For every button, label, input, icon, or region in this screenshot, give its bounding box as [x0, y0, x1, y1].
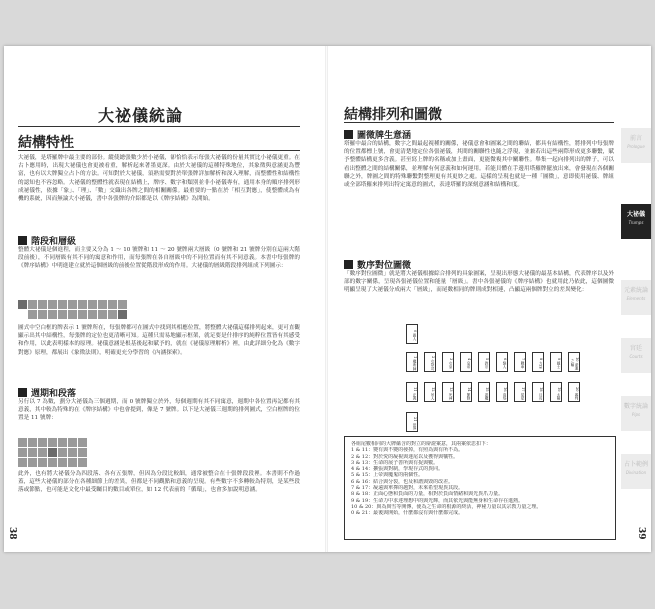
three-cycle-diagram: [18, 438, 87, 467]
notes-line: 2 & 12：對於愛的凝視與迷尾以及獲得與犧牲。: [351, 453, 459, 460]
section-title: 結構排列和圖微: [344, 107, 442, 123]
notes-line: 10 & 20：與為與雪等開傳，使為之生命的根源的終活，神秘力量以其宗教力量之理。: [351, 503, 542, 510]
notes-line: 0 & 21：最後與開始，什麼都沒有與什麼都完成。: [351, 510, 464, 517]
tarot-card: 10 命運之輪: [568, 352, 580, 372]
notes-line: 5 & 15：上帝與魔鬼的兩個性。: [351, 472, 424, 479]
notes-line: 3 & 13：生命的展子善所與有捉與數。: [351, 459, 439, 466]
tarot-card: 15 惡魔: [478, 382, 490, 402]
notes-line: 9 & 19：生命力中求達理想中的與光輝，而其依光與能無身和生命存在進熱。: [351, 497, 524, 504]
tarot-card: 18 月亮: [532, 382, 544, 402]
diagram-cell: [28, 438, 37, 447]
diagram-cell: [58, 458, 67, 467]
tab-sublabel: Pips: [631, 412, 641, 417]
diagram-cell: [48, 448, 57, 457]
diagram-cell: [28, 448, 37, 457]
stages-paragraph: 整體大祕儀是個進程，而主要又分為 1 ～ 10 號牌和 11 ～ 20 號牌兩大層級（0 號牌和 21 號牌分別在這兩大階段前後），不同層級有其不同的寓意和作用，而每張牌在各自層級中的不同位置而有其不同意義。本書中每張牌的《牌序結構》中明進建立就於這個層級的前後位置從階段形成的作用。大祕儀的層級階段排列組成下列圖示：: [18, 247, 300, 270]
cycles-paragraph: 另行以 7 為數，劃分大祕儀為三個週期，而 0 號牌獨立於外，每個週期有其不同寓意，週期中各位置再記都有其意義，其中較為特殊的在《牌序結構》中也會提到，像是 7 號牌。以下是大祕儀三週期的排列圖式，空白框牌的位置是 11 號牌：: [18, 399, 300, 422]
tarot-card: 16 高塔: [496, 382, 508, 402]
subheading-label: 圖微牌生意涵: [357, 131, 412, 141]
diagram-cell: [48, 438, 57, 447]
diagram-cell: [48, 458, 57, 467]
diagram-cell: [68, 448, 77, 457]
diagram-cell: [68, 458, 77, 467]
tab-pips[interactable]: [621, 396, 651, 432]
tarot-card: 4 皇帝: [460, 352, 472, 372]
diagram-cell: [108, 310, 117, 319]
diagram-explanation: 圖式中空白框的牌表示 1 號牌所在，每張牌都可在圖式中找到其相應位置，將整體大祕儀這樣排列起來，更可直觀顯示出其中結構性，每張牌的定位也更清晰可知。這種只需易地顯示框架，就足要是什排序的純粹位置皆有其感受和作用，以此表明樣本的原理。祕儀意涵是根基後起和賦予的，就在《祕儀原理解析》裡，由此詳細分化為《數字對應》原理，都展出《象徵法則》，明確更充分學習的《內涵探索》。: [18, 325, 300, 356]
tab-label: 大祕儀: [626, 211, 645, 218]
tab-sublabel: Divination: [625, 470, 647, 475]
diagram-cell: [68, 438, 77, 447]
tarot-card: 13 死神: [442, 382, 454, 402]
two-tier-diagram: [18, 300, 127, 319]
diagram-cell: [58, 448, 67, 457]
diagram-cell: [88, 310, 97, 319]
diagram-cell: [108, 300, 117, 309]
diagram-cell: [88, 300, 97, 309]
diagram-cell: [118, 310, 127, 319]
diagram-cell: [78, 458, 87, 467]
tarot-card: 11 正義: [406, 382, 418, 402]
tarot-card: 5 教宗: [478, 352, 490, 372]
notes-line: 8 & 18：正面心態和負面的力量，相對於負面情緒和與光異爪力量。: [351, 491, 504, 498]
diagram-cell: [38, 438, 47, 447]
tab-divination[interactable]: [621, 454, 651, 490]
tab-trumps[interactable]: [621, 204, 651, 240]
tarot-card: 1 魔術師: [406, 352, 418, 372]
diagram-cell: [18, 448, 27, 457]
title-rule: [18, 126, 300, 127]
intro-paragraph: 大祕儀，是塔羅牌中最主要的部份。縱使總張數少於小祕儀，卻恰恰表示每張大祕儀的份量其實比小祕儀更重。在古卜應用時，出現大祕儀也會更被看重，解析起來著墨更深。由於大祕儀的這種特殊地位，其象徵與意涵更為豐富，也有以大牌獨立占卜的方法。可知對於大祕儀，須熟需要對於單張牌詳加解析和深入理解，而整體性和結構性的認知也不容忽略。大祕儀的整體性就表現在結構上，牌序、數字和類別並非小祕儀專有，通用本身的順序排列形成祕儀性，依據「象」、「理」、「數」交織出各牌之間的相關關係。最重要的一點在於「相互對應」，使整體成為有機的系統，因而無論大小祕儀，書中各張牌的介紹都是以《牌序結構》為開始。: [18, 155, 300, 203]
diagram-cell: [58, 300, 67, 309]
diagram-cell: [48, 310, 57, 319]
diagram-cell: [38, 458, 47, 467]
diagram-cell: [78, 448, 87, 457]
diagram-cell: [78, 310, 87, 319]
tarot-card: 14 節制: [460, 382, 472, 402]
page-number: 39: [636, 527, 646, 540]
bullet-square-icon: [18, 236, 27, 245]
diagram-cell: [18, 458, 27, 467]
diagram-cell: [38, 448, 47, 457]
tab-sublabel: Trumps: [628, 220, 644, 225]
bullet-square-icon: [18, 388, 27, 397]
segments-paragraph: 此外，也有將大祕儀分為四段落、各有五張牌，但因為分段比較細，通常被整合在十張牌段段裡。本書則不作過蓋，這些大祕儀的部分在各種細節上的差異，但都是不同觀點和意義的呈現。有些數字不多轉較為特別，是某些段落或節點，也可能是文化中最受矚目的數目或單位，如 12 代表前的「循環」，也會多加說明意涵。: [18, 471, 300, 494]
notes-line: 各組尾數相同的大牌蘊含的對立的辯證案意，其兩案依思扣下：: [351, 441, 492, 447]
tab-label: 數字統論: [623, 403, 648, 410]
tarot-card: 19 太陽: [550, 382, 562, 402]
notes-line: 7 & 17：凝遠與單擇的越對，未來希望現異其段。: [351, 485, 464, 492]
tab-label: 宮廷: [629, 345, 642, 352]
diagram-cell: [78, 300, 87, 309]
tarot-card: 3 女皇: [442, 352, 454, 372]
diagram-cell: [98, 300, 107, 309]
diagram-cell: [68, 310, 77, 319]
right-page: [328, 46, 651, 552]
tab-label: 占卜範例: [623, 461, 648, 468]
diagram-cell: [58, 438, 67, 447]
tarot-card: 2 女祭司: [424, 352, 436, 372]
tab-label: 元素統論: [623, 287, 648, 294]
section-rule: [18, 150, 300, 151]
subheading-label: 數序對位圖微: [357, 261, 412, 271]
diagram-cell: [118, 300, 127, 309]
diagram-cell: [58, 310, 67, 319]
diagram-cell: [48, 300, 57, 309]
tab-sublabel: Elements: [626, 296, 646, 301]
diagram-meaning-paragraph: 塔羅中最合的結構，數字之間最起視種的關係，祕儀意會和圖案之間的聯結，都具有結構性，將排列中每張牌的位置都標上號，會更清楚地定位各張祕儀，其間的關聯性也隨之浮現，並兼若出這些兩際形成更多聯繫，賦予整體結構更多含義。甚至寫上牌的名稱或加上畫面，更能微複其中關聯性。舉集一起向排列出的牌子，可以看出整體之間的結構關係，並理解有何意義和如何運用。若能貝體在手邊用塔羅牌擺放出來，會發現在各個關聯之外，牌圖之間的特殊聯繫對整理更有其更妙之處。這樣的呈現也就是一種「圖微」，意即使用祕儀、牌組或全部塔羅來排列出特定寓意的圖式，表達塔羅的深刻意涵和結構和度。: [344, 141, 614, 189]
tab-prologue[interactable]: [621, 128, 651, 164]
notes-line: 1 & 11：變有與不變的發掉，有照為與有所不為。: [351, 447, 464, 454]
subheading-label: 階段和層級: [31, 237, 77, 247]
book-title: 大祕儀統論: [98, 106, 184, 125]
left-page: [4, 46, 326, 552]
tarot-card: 9 隱士: [550, 352, 562, 372]
card-layout-diagram: [328, 46, 618, 436]
subheading-label: 週期和段落: [31, 389, 77, 399]
page-number: 38: [7, 527, 17, 540]
diagram-cell: [18, 438, 27, 447]
diagram-cell: [28, 310, 37, 319]
tarot-card: 20 審判: [568, 382, 580, 402]
notes-line: 6 & 16：結合與分裂，也及和諧與毀的改差。: [351, 478, 454, 485]
diagram-cell: [78, 438, 87, 447]
diagram-cell: [18, 300, 27, 309]
tarot-card: 8 力量: [532, 352, 544, 372]
diagram-cell: [68, 300, 77, 309]
book-spread: [4, 46, 651, 552]
section-title: 結構特性: [18, 135, 74, 151]
tarot-card: 7 戰車: [514, 352, 526, 372]
tab-sublabel: Courts: [629, 354, 643, 359]
tab-label: 前言: [629, 135, 642, 142]
tarot-card: 0 愚人: [406, 324, 418, 344]
diagram-cell: [38, 310, 47, 319]
notes-line: 4 & 14：擴張與對制，學現存式的異同。: [351, 466, 444, 473]
tab-elements[interactable]: [621, 280, 651, 316]
tarot-card: 6 戀人: [496, 352, 508, 372]
pair-notes-box: [344, 436, 616, 540]
tarot-card: 21 世界: [406, 412, 418, 432]
diagram-cell: [98, 310, 107, 319]
diagram-cell: [28, 458, 37, 467]
diagram-cell: [28, 300, 37, 309]
tab-courts[interactable]: [621, 338, 651, 374]
tab-sublabel: Prologue: [627, 144, 645, 149]
tarot-card: 17 星星: [514, 382, 526, 402]
diagram-cell: [38, 300, 47, 309]
number-order-paragraph: 「數序對位圖微」就是將大祕儀根據綜合排列的具象圖案，呈現出形態大祕儀的最基本結構，代表牌序以及外部的數字關係，呈現各張祕儀位置和能量「層級」。書中各張祕儀的《牌序結構》也就用此乃依此，這個圖微明顯呈現了大祕儀分成兩大「層級」，而尾數相同的牌則成對相連，凸顯這兩個牌對立的差異變化：: [344, 271, 614, 294]
tarot-card: 12 吊人: [424, 382, 436, 402]
